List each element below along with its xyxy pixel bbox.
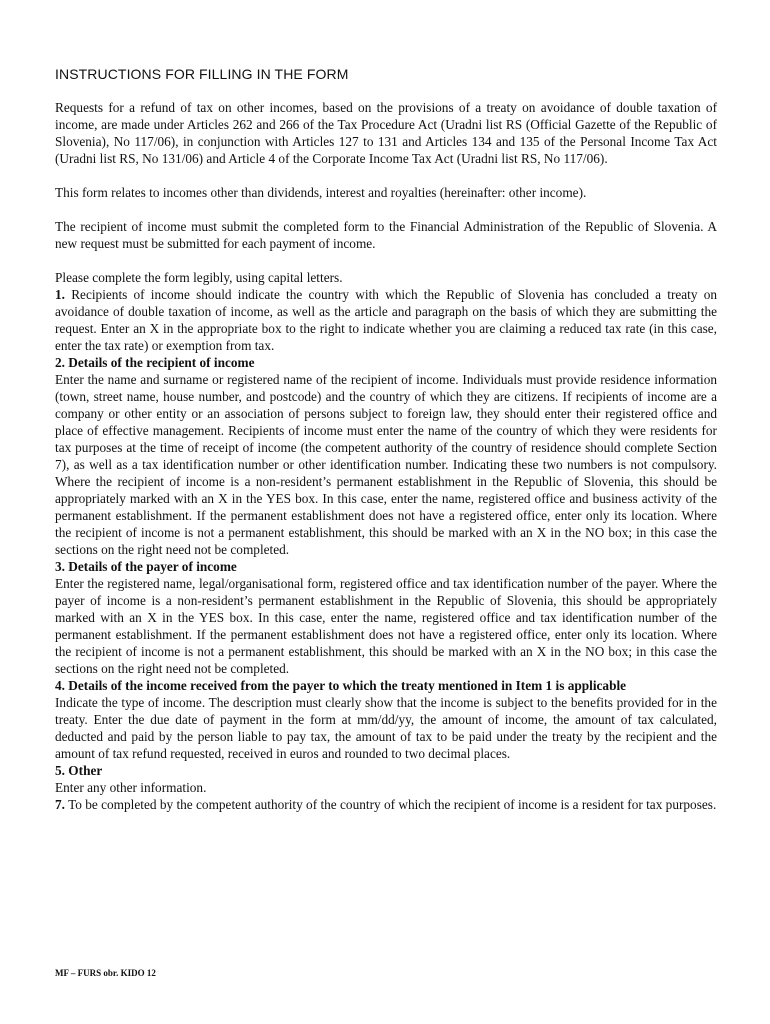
submission-paragraph: The recipient of income must submit the completed form to the Financial Administration of the Republic of Slovenia. A new request must be submitted for each payment of income. xyxy=(55,219,717,251)
legibility-paragraph: Please complete the form legibly, using capital letters. xyxy=(55,270,343,285)
section-3-heading: 3. Details of the payer of income xyxy=(55,559,237,574)
section-2-heading: 2. Details of the recipient of income xyxy=(55,355,255,370)
section-4-heading: 4. Details of the income received from the payer to which the treaty mentioned in Item 1 is applicable xyxy=(55,678,627,693)
intro-paragraph: Requests for a refund of tax on other incomes, based on the provisions of a treaty on avoidance of double taxation of income, are made under Articles 262 and 266 of the Tax Procedure Act (Uradni list RS (Official Gazette of the Republic of Slovenia), No 117/06), in conjunction with Articles 127 to 131 and Articles 134 and 135 of the Personal Income Tax Act (Uradni list RS, No 131/06) and Article 4 of the Corporate Income Tax Act (Uradni list RS, No 117/06). xyxy=(55,100,717,166)
section-5-text: Enter any other information. xyxy=(55,780,207,795)
section-3-text: Enter the registered name, legal/organisational form, registered office and tax identification number of the payer. Where the payer of income is a non-resident’s permanent establishment in the Republic of Slovenia, this should be appropriately marked with an X in the YES box. In this case, enter the name, registered office and tax identification number of the permanent establishment. If the permanent establishment does not have a registered office, enter only its location. Where the recipient of income is not a permanent establishment, this should be marked with an X in the NO box; in this case the sections on the right need not be completed. xyxy=(55,576,717,676)
item-1-number: 1. xyxy=(55,287,65,302)
scope-paragraph: This form relates to incomes other than dividends, interest and royalties (hereinafter: other income). xyxy=(55,185,587,200)
document-body xyxy=(55,99,717,813)
section-5-heading: 5. Other xyxy=(55,763,103,778)
item-7-number: 7. xyxy=(55,797,65,812)
item-1-text: Recipients of income should indicate the country with which the Republic of Slovenia has concluded a treaty on avoidance of double taxation of income, as well as the article and paragraph on the basis of which they are submitting the request. Enter an X in the appropriate box to the right to indicate whether you are claiming a reduced tax rate (in this case, enter the tax rate) or exemption from tax. xyxy=(55,287,718,353)
document-title: INSTRUCTIONS FOR FILLING IN THE FORM xyxy=(55,66,349,82)
item-7-text: To be completed by the competent authority of the country of which the recipient of income is a resident for tax purposes. xyxy=(68,797,717,812)
section-2-text: Enter the name and surname or registered name of the recipient of income. Individuals must provide residence information (town, street name, house number, and postcode) and the country of which they are citizens. If recipients of income are a company or other entity or an association of persons subject to foreign law, they should enter their registered office and place of effective management. Recipients of income must enter the name of the country of which they were residents for tax purposes at the time of receipt of income (the competent authority of the country of residence should complete Section 7), as well as a tax identification number or other identification number. Indicating these two numbers is not compulsory. Where the recipient of income is a non-resident’s permanent establishment in the Republic of Slovenia, this should be appropriately marked with an X in the YES box. In this case, enter the name, registered office and business activity of the permanent establishment. If the permanent establishment does not have a registered office, enter only its location. Where the recipient of income is not a permanent establishment, this should be marked with an X in the NO box; in this case the sections on the right need not be completed. xyxy=(55,372,717,557)
section-4-text: Indicate the type of income. The description must clearly show that the income is subject to the benefits provided for in the treaty. Enter the due date of payment in the form at mm/dd/yy, the amount of income, the amount of tax calculated, deducted and paid by the person liable to pay tax, the amount of tax to be paid under the treaty by the recipient and the amount of tax refund requested, received in euros and rounded to two decimal places. xyxy=(55,695,717,761)
item-1-paragraph xyxy=(55,286,717,354)
item-7-paragraph xyxy=(55,796,717,813)
form-code-footer: MF – FURS obr. KIDO 12 xyxy=(55,968,156,978)
